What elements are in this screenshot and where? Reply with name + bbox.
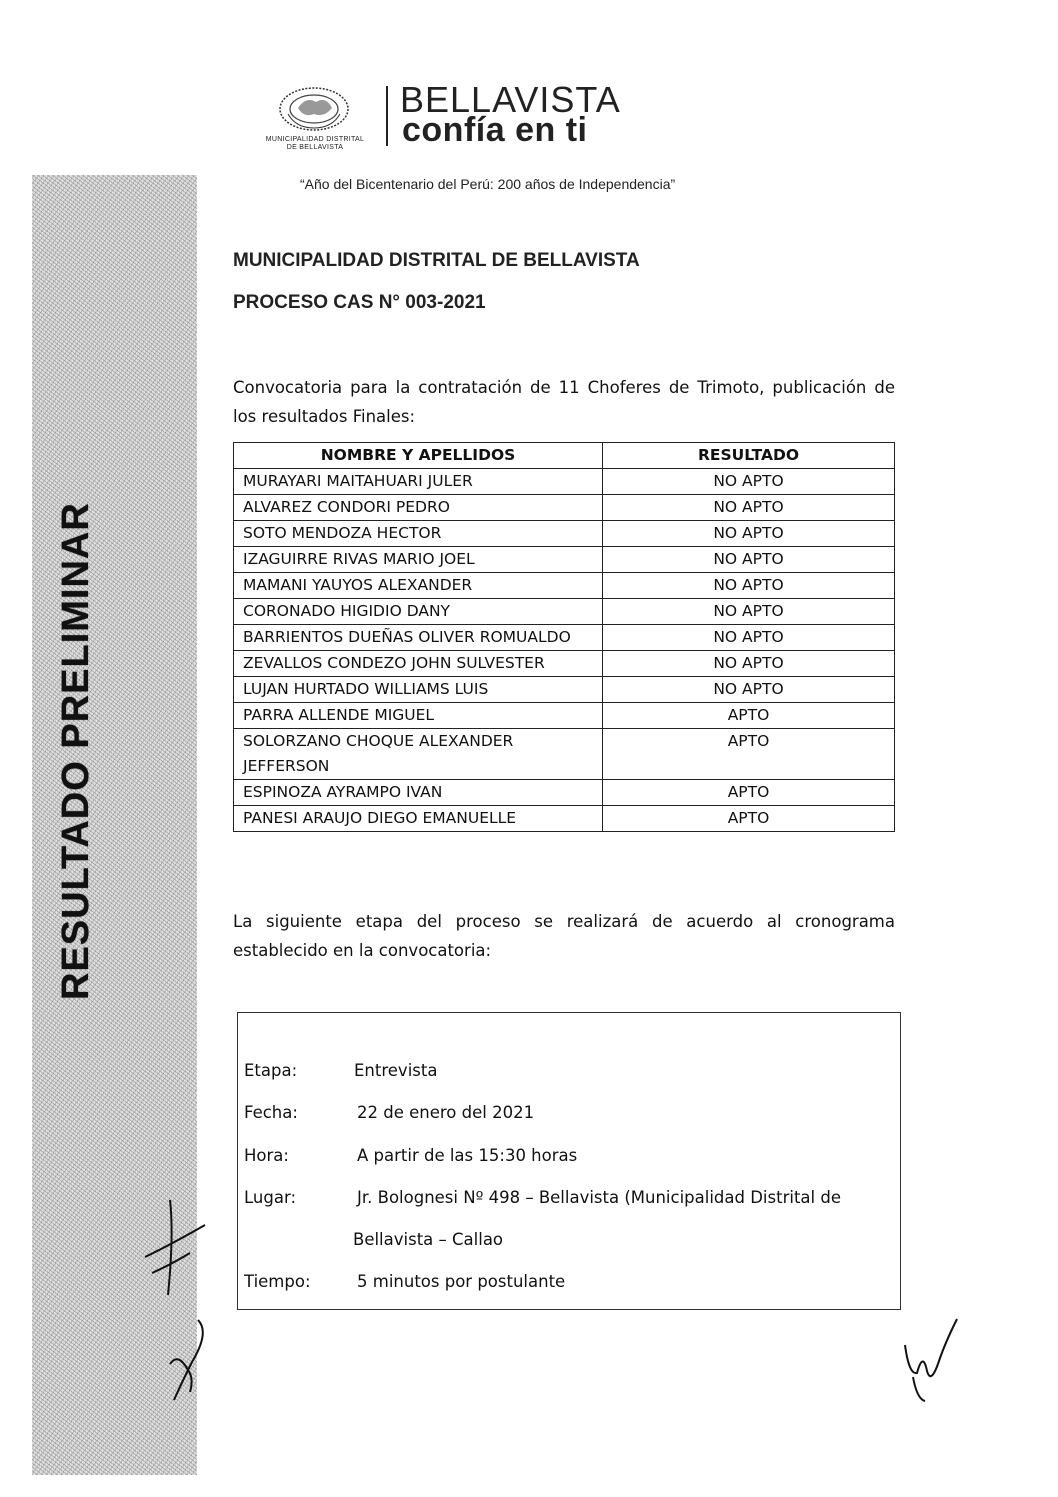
lugar-value-line2: Bellavista – Callao: [353, 1230, 504, 1249]
tiempo-value: 5 minutos por postulante: [357, 1272, 566, 1291]
etapa-value: Entrevista: [354, 1061, 438, 1080]
seal-caption-line2: DE BELLAVISTA: [286, 144, 344, 151]
lugar-label: Lugar:: [244, 1188, 296, 1207]
candidate-name: MURAYARI MAITAHUARI JULER: [234, 469, 603, 495]
candidate-name: IZAGUIRRE RIVAS MARIO JOEL: [234, 547, 603, 573]
candidate-result: NO APTO: [603, 625, 895, 651]
process-number: PROCESO CAS N° 003-2021: [233, 292, 486, 313]
table-row: [234, 495, 895, 521]
candidate-result: APTO: [603, 806, 895, 832]
table-row: [234, 806, 895, 832]
page-title: MUNICIPALIDAD DISTRITAL DE BELLAVISTA: [233, 250, 640, 271]
table-row: [234, 521, 895, 547]
candidate-result: NO APTO: [603, 599, 895, 625]
signature-3-icon: [895, 1315, 965, 1405]
candidate-name: CORONADO HIGIDIO DANY: [234, 599, 603, 625]
candidate-result: NO APTO: [603, 521, 895, 547]
year-motto: “Año del Bicentenario del Perú: 200 años de Independencia”: [300, 176, 676, 192]
seal-caption-line1: MUNICIPALIDAD DISTRITAL: [265, 136, 365, 143]
candidate-result: NO APTO: [603, 547, 895, 573]
candidate-result: NO APTO: [603, 495, 895, 521]
candidate-result: APTO: [603, 780, 895, 806]
hora-label: Hora:: [244, 1146, 289, 1165]
candidate-name: SOLORZANO CHOQUE ALEXANDER JEFFERSON: [234, 729, 603, 780]
candidate-name: MAMANI YAUYOS ALEXANDER: [234, 573, 603, 599]
header-name: NOMBRE Y APELLIDOS: [234, 443, 603, 469]
candidate-result: APTO: [603, 703, 895, 729]
table-row: [234, 703, 895, 729]
candidate-result: NO APTO: [603, 469, 895, 495]
candidate-name: SOTO MENDOZA HECTOR: [234, 521, 603, 547]
table-header-row: [234, 443, 895, 469]
candidate-name: BARRIENTOS DUEÑAS OLIVER ROMUALDO: [234, 625, 603, 651]
results-table: [233, 442, 895, 832]
candidate-name: LUJAN HURTADO WILLIAMS LUIS: [234, 677, 603, 703]
lugar-value-line1: Jr. Bolognesi Nº 498 – Bellavista (Municipalidad Distrital de: [357, 1188, 841, 1207]
candidate-result: NO APTO: [603, 651, 895, 677]
signature-1-icon: [140, 1195, 210, 1305]
candidate-name: ESPINOZA AYRAMPO IVAN: [234, 780, 603, 806]
hora-value: A partir de las 15:30 horas: [357, 1146, 578, 1165]
table-row: [234, 651, 895, 677]
fecha-value: 22 de enero del 2021: [357, 1103, 535, 1122]
signature-2-icon: [160, 1312, 220, 1402]
table-row: [234, 547, 895, 573]
candidate-name: PARRA ALLENDE MIGUEL: [234, 703, 603, 729]
fecha-label: Fecha:: [244, 1103, 298, 1122]
candidate-name: PANESI ARAUJO DIEGO EMANUELLE: [234, 806, 603, 832]
candidate-result: NO APTO: [603, 677, 895, 703]
intro-paragraph: Convocatoria para la contratación de 11 Choferes de Trimoto, publicación de los resultados Finales:: [233, 378, 895, 426]
tiempo-label: Tiempo:: [244, 1272, 311, 1291]
candidate-name: ALVAREZ CONDORI PEDRO: [234, 495, 603, 521]
table-row: [234, 625, 895, 651]
table-row: [234, 573, 895, 599]
candidate-result: NO APTO: [603, 573, 895, 599]
next-stage-paragraph: La siguiente etapa del proceso se realizará de acuerdo al cronograma establecido en la convocatoria:: [233, 912, 895, 960]
brand-slogan: confía en ti: [402, 111, 588, 149]
preliminary-stamp: RESULTADO PRELIMINAR: [55, 502, 97, 1000]
table-row: [234, 599, 895, 625]
candidate-name: ZEVALLOS CONDEZO JOHN SULVESTER: [234, 651, 603, 677]
table-row: [234, 469, 895, 495]
seal-caption: [250, 136, 380, 152]
header-result: RESULTADO: [603, 443, 895, 469]
candidate-result: APTO: [603, 729, 895, 780]
table-row: [234, 729, 895, 780]
etapa-label: Etapa:: [244, 1061, 298, 1080]
brand-name: BELLAVISTA: [400, 79, 621, 120]
table-row: [234, 780, 895, 806]
logo-divider: [386, 86, 388, 146]
municipal-seal-icon: [276, 84, 352, 134]
table-row: [234, 677, 895, 703]
